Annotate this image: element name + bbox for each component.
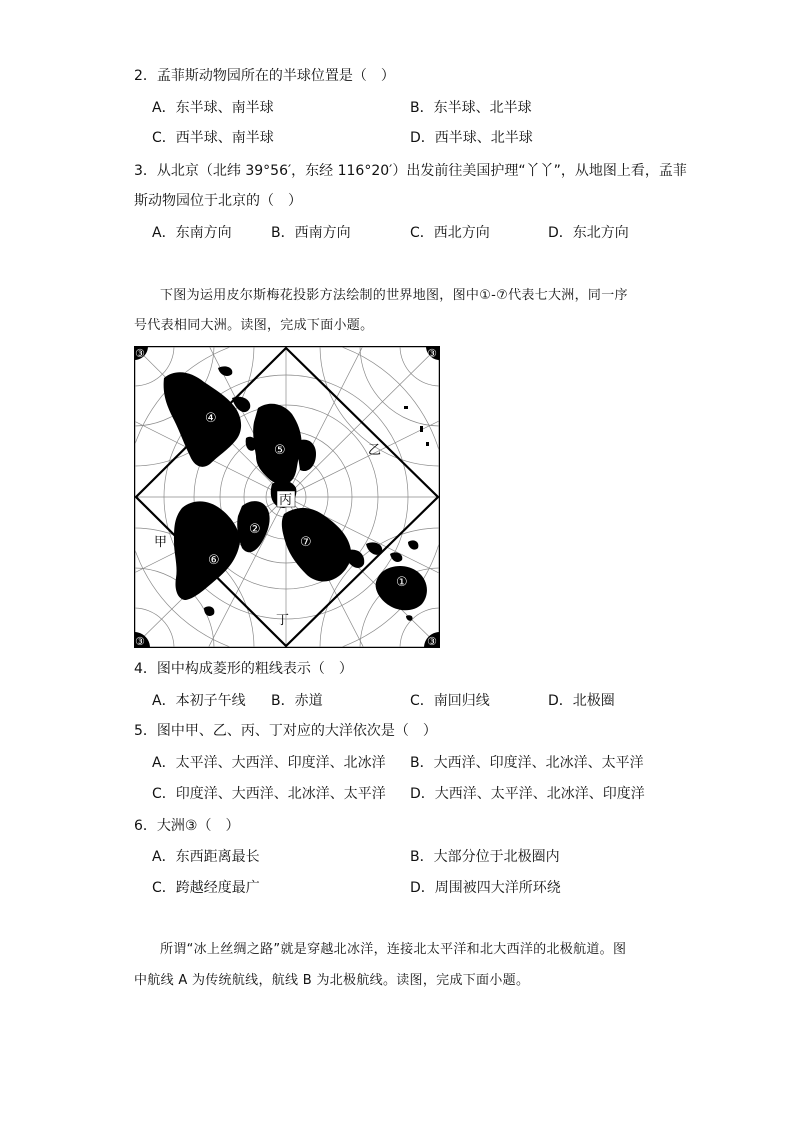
question-3-option-b[interactable]: B．西南方向	[271, 225, 351, 241]
world-map-figure	[134, 346, 440, 648]
question-6-option-d[interactable]: D．周围被四大洋所环绕	[410, 880, 561, 896]
label-continent-3-bl: ③	[135, 635, 145, 648]
question-5-option-b[interactable]: B．大西洋、印度洋、北冰洋、太平洋	[410, 755, 644, 771]
question-3-option-d[interactable]: D．东北方向	[548, 225, 629, 241]
question-4-option-c[interactable]: C．南回归线	[410, 693, 490, 709]
label-continent-6: ⑥	[208, 553, 220, 568]
question-3-stem-line1: 3．从北京（北纬 39°56′，东经 116°20′）出发前往美国护理“丫丫”，从地图上看，孟菲	[134, 163, 687, 179]
label-continent-3-br: ③	[427, 635, 437, 648]
map-intro-line1: 下图为运用皮尔斯梅花投影方法绘制的世界地图，图中①-⑦代表七大洲，同一序	[160, 288, 628, 303]
question-4-option-a[interactable]: A．本初子午线	[152, 693, 246, 709]
label-bing: 丙	[279, 493, 293, 508]
question-2-stem: 2．孟菲斯动物园所在的半球位置是（ ）	[134, 68, 395, 84]
label-yi: 乙	[368, 443, 382, 458]
question-6-option-c[interactable]: C．跨越经度最广	[152, 880, 260, 896]
route-intro-line1: 所谓“冰上丝绸之路”就是穿越北冰洋，连接北太平洋和北大西洋的北极航道。图	[160, 942, 627, 957]
label-continent-2: ②	[249, 522, 261, 537]
question-3-option-c[interactable]: C．西北方向	[410, 225, 490, 241]
question-5-option-a[interactable]: A．太平洋、大西洋、印度洋、北冰洋	[152, 755, 386, 771]
label-continent-1: ①	[396, 575, 408, 590]
question-3-stem-line2: 斯动物园位于北京的（ ）	[134, 193, 302, 209]
question-6-option-a[interactable]: A．东西距离最长	[152, 849, 260, 865]
question-4-option-b[interactable]: B．赤道	[271, 693, 323, 709]
question-2-option-c[interactable]: C．西半球、南半球	[152, 130, 274, 146]
question-6-option-b[interactable]: B．大部分位于北极圈内	[410, 849, 560, 865]
question-2-option-a[interactable]: A．东半球、南半球	[152, 100, 274, 116]
label-continent-3-tl: ③	[135, 347, 145, 360]
question-2-option-d[interactable]: D．西半球、北半球	[410, 130, 533, 146]
question-2-option-b[interactable]: B．东半球、北半球	[410, 100, 532, 116]
label-jia: 甲	[154, 535, 168, 550]
question-4-option-d[interactable]: D．北极圈	[548, 693, 615, 709]
label-continent-3-tr: ③	[427, 347, 437, 360]
question-3-option-a[interactable]: A．东南方向	[152, 225, 232, 241]
label-continent-5: ⑤	[274, 443, 286, 458]
route-intro-line2: 中航线 A 为传统航线，航线 B 为北极航线。读图，完成下面小题。	[134, 973, 530, 988]
label-ding: 丁	[276, 613, 290, 628]
question-4-stem: 4．图中构成菱形的粗线表示（ ）	[134, 661, 353, 677]
question-5-option-d[interactable]: D．大西洋、太平洋、北冰洋、印度洋	[410, 786, 645, 802]
question-6-stem: 6．大洲③（ ）	[134, 818, 240, 834]
question-5-option-c[interactable]: C．印度洋、大西洋、北冰洋、太平洋	[152, 786, 386, 802]
label-continent-4: ④	[205, 411, 217, 426]
map-intro-line2: 号代表相同大洲。读图，完成下面小题。	[134, 318, 374, 333]
question-5-stem: 5．图中甲、乙、丙、丁对应的大洋依次是（ ）	[134, 723, 437, 739]
label-continent-7: ⑦	[300, 535, 312, 550]
